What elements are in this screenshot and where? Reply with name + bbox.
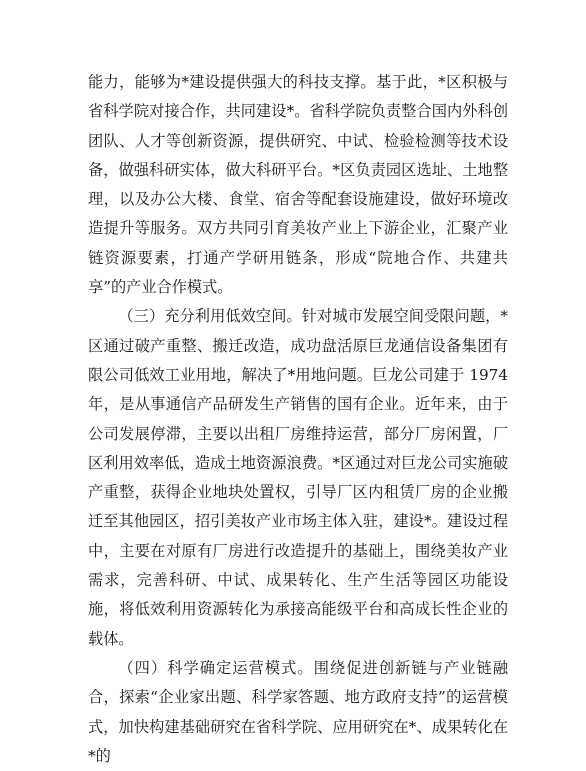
paragraph-cooperation-model: 能力，能够为*建设提供强大的科技支撑。基于此，*区积极与省科学院对接合作，共同建设*。省科学院负责整合国内外科创团队、人才等创新资源，提供研究、中试、检验检测等技术设备，做强科研实体，做大科研平台。*区负责园区选址、土地整理，以及办公大楼、食堂、宿舍等配套设施建设，做好环境改造提升等服务。双方共同引育美妆产业上下游企业，汇聚产业链资源要素，打通产学研用链条，形成“院地合作、共建共享”的产业合作模式。 [88, 73, 508, 297]
paragraph-section-4-operation-model: （四）科学确定运营模式。围绕促进创新链与产业链融合，探索“企业家出题、科学家答题、地方政府支持”的运营模式，加快构建基础研究在省科学院、应用研究在*、成果转化在*的 [88, 658, 508, 765]
document-body [88, 68, 508, 771]
paragraph-section-3-low-efficiency-space: （三）充分利用低效空间。针对城市发展空间受限问题，*区通过破产重整、搬迁改造，成功盘活原巨龙通信设备集团有限公司低效工业用地，解决了*用地问题。巨龙公司建于 1974 年，是从事通信产品研发生产销售的国有企业。近年来，由于公司发展停滞，主要以出租厂房维持运营，部分厂房闲置，厂区利用效率低，造成土地资源浪费。*区通过对巨龙公司实施破产重整，获得企业地块处置权，引导厂区内租赁厂房的企业搬迁至其他园区，招引美妆产业市场主体入驻，建设*。建设过程中，主要在对原有厂房进行改造提升的基础上，围绕美妆产业需求，完善科研、中试、成果转化、生产生活等园区功能设施，将低效利用资源转化为承接高能级平台和高成长性企业的载体。 [88, 307, 508, 648]
